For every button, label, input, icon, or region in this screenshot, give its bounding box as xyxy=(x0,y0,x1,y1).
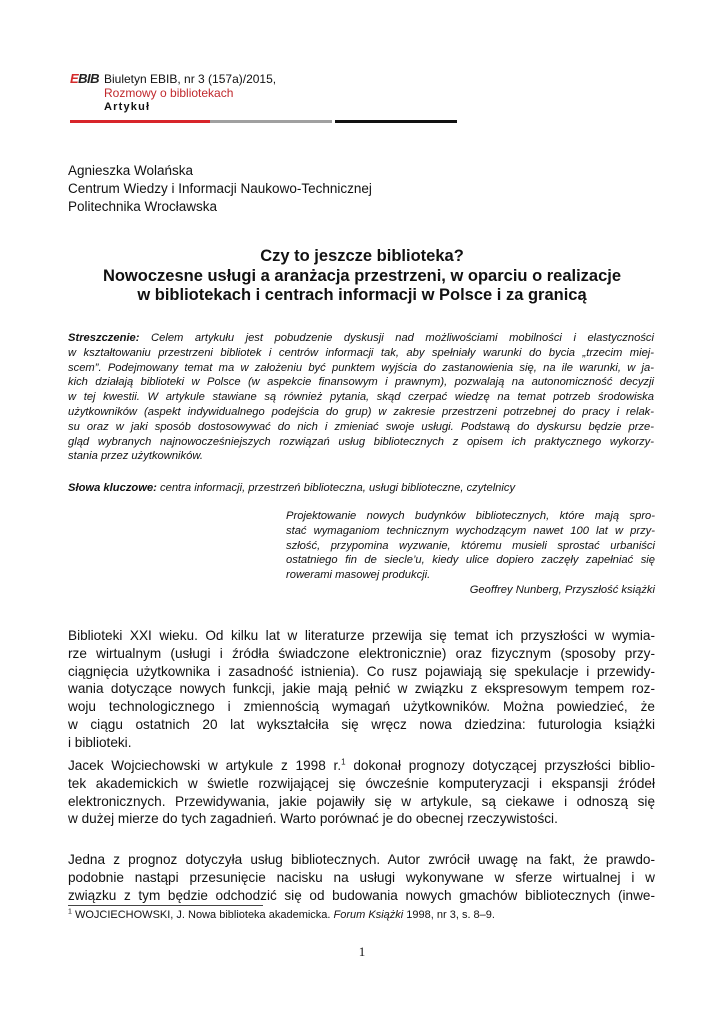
body-paragraph-3 xyxy=(68,851,655,904)
body-line: elektronicznych. Przewidywania, jakie pojawiły się w artykule, są ciekawe i odnoszą się xyxy=(68,793,655,809)
title-line: Nowoczesne usługi a aranżacja przestrzeni, w oparciu o realizacje xyxy=(102,266,622,285)
body-line: związku z tym będzie odchodzić się od budowania nowych gmachów bibliotecznych (inwe- xyxy=(68,887,655,903)
author-affiliation-1: Centrum Wiedzy i Informacji Naukowo-Technicznej xyxy=(68,181,372,196)
epigraph-line: ostatniego fin de siecle’u, kiedy ulice dopiero zaczęły zapełniać się xyxy=(286,554,655,567)
body-line: Biblioteki XXI wieku. Od kilku lat w literaturze przewija się temat ich przyszłości w wymia- xyxy=(68,628,655,643)
body-line: podobnie nastąpi przesunięcie nacisku na usługi wykonywane w sferze wirtualnej i w xyxy=(68,869,655,885)
title-line: Czy to jeszcze biblioteka? xyxy=(260,247,464,265)
footnote-mark: 1 xyxy=(68,908,72,916)
abstract-line: użytkowników (aspekt indywidualnego podejścia do grup) w zakresie przestrzeni potrzebnej do pracy i relak- xyxy=(68,405,654,418)
header-rule-gray xyxy=(210,120,332,123)
page-number: 1 xyxy=(358,944,366,959)
body-line: w ciągu ostatnich 20 lat wykształciła się wręcz nowa dziedzina: futurologia książki xyxy=(68,716,655,732)
epigraph-line: stać wymaganiom technicznym wychodzącym nawet 100 lat w przy- xyxy=(286,524,655,537)
epigraph-line: Projektowanie nowych budynków bibliotecznych, które mają spro- xyxy=(286,510,655,522)
epigraph-line: szłość, przypomina wyzwanie, któremu musieli sprostać urbaniści xyxy=(286,539,655,552)
abstract-line: gląd wybranych najnowocześniejszych rozwiązań usług bibliotecznych z opisem ich praktycznego wykorzy- xyxy=(68,435,654,448)
footnote-ref[interactable]: 1 xyxy=(341,757,346,767)
abstract-line: kich działają biblioteki w Polsce (w aspekcie finansowym i prawnym), pozwalają na autonomiczność decyzji xyxy=(68,376,654,389)
body-line: Jacek Wojciechowski w artykule z 1998 r.$^1$ dokonał prognozy dotyczącej przyszłości biblio- xyxy=(68,757,655,773)
body-line: i biblioteki. xyxy=(68,734,132,750)
author-block xyxy=(68,162,372,216)
body-paragraph-1 xyxy=(68,627,655,752)
abstract-line: w kształtowaniu przestrzeni bibliotek i centrów informacji tak, aby spełniały warunki do bycia „trzecim miej- xyxy=(68,346,654,359)
body-line: tek akademickich w świetle rozwijającej się ówcześnie komputeryzacji i ekspansji źródeł xyxy=(68,775,655,791)
footnote-divider xyxy=(68,905,263,906)
abstract xyxy=(68,331,654,464)
body-line: woju technologicznego i zmiennością wymagań użytkowników. Można powiedzieć, że xyxy=(68,699,655,715)
article-title xyxy=(60,247,664,306)
body-line: wania dotyczące nowych funkcji, jakie mają pełnić w związku z ekspresowym tempem roz- xyxy=(68,681,655,697)
epigraph-source: Geoffrey Nunberg, Przyszłość książki xyxy=(469,583,655,596)
abstract-line: scem”. Podejmowany temat ma w założeniu być punktem wyjścia do zastanowienia się, na ile warunki, w ja- xyxy=(68,361,654,374)
abstract-line: Streszczenie: Celem artykułu jest pobudzenie dyskusji nad możliwościami mobilności i elastyczności xyxy=(68,332,654,344)
body-line: Jedna z prognoz dotyczyła usług bibliotecznych. Autor zwrócił uwagę na fakt, że prawdo- xyxy=(68,852,655,867)
bulletin-info: Biuletyn EBIB, nr 3 (157a)/2015, xyxy=(104,72,277,86)
title-line: w bibliotekach i centrach informacji w Polsce i za granicą xyxy=(137,286,587,304)
abstract-line: su oraz w jaki sposób dostosowywać do nich i zmieniać swoje usługi. Podstawą do dyskursu będzie prze- xyxy=(68,420,654,433)
author-affiliation-2: Politechnika Wrocławska xyxy=(68,199,218,214)
article-type: Artykuł xyxy=(104,101,151,113)
abstract-label: Streszczenie: xyxy=(68,332,140,344)
body-line: w dużej mierze do tych zagadnień. Warto porównać je do obecnej rzeczywistości. xyxy=(68,811,558,827)
body-line: rze wirtualnym (usługi i źródła świadczone elektronicznie) oraz fizycznym (sposoby przy- xyxy=(68,645,655,661)
keywords xyxy=(68,482,515,494)
ebib-logo: EBIB xyxy=(70,71,100,86)
abstract-line: stania przez użytkowników. xyxy=(68,450,203,463)
section-name: Rozmowy o bibliotekach xyxy=(104,86,234,100)
keywords-label: Słowa kluczowe: xyxy=(68,482,157,494)
epigraph xyxy=(286,509,655,598)
abstract-line: w tej kwestii. W artykule stawiane są również pytania, skąd czerpać wiedzę na temat potrzeb środowiska xyxy=(68,391,654,404)
header-rule-red xyxy=(70,120,210,123)
body-line: ciągnięcia użytkownika i zasadność istnienia). Co rusz pojawiają się spekulacje i przewidy- xyxy=(68,663,655,679)
footnote: $^1$ WOJCIECHOWSKI, J. Nowa biblioteka akademicka. Forum Książki 1998, nr 3, s. 8–9. xyxy=(68,908,495,921)
keywords-text: centra informacji, przestrzeń biblioteczna, usługi biblioteczne, czytelnicy xyxy=(156,482,516,494)
header-rule-black xyxy=(335,120,457,123)
epigraph-line: rowerami masowej produkcji. xyxy=(286,569,431,582)
body-paragraph-2 xyxy=(68,757,655,828)
author-name: Agnieszka Wolańska xyxy=(68,163,194,178)
